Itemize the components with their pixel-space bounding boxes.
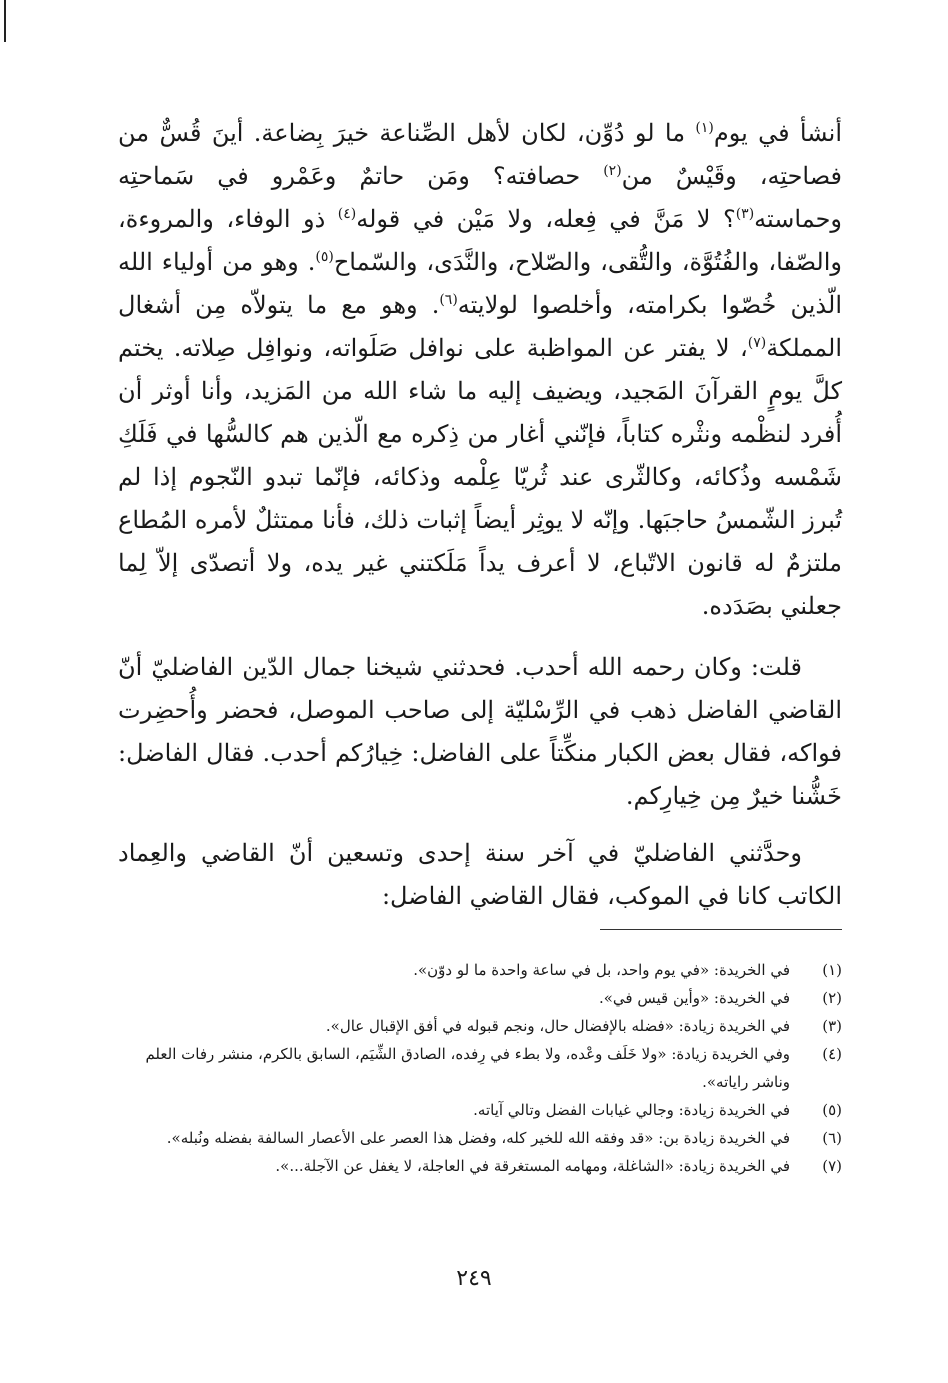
paragraph-2: قلت: وكان رحمه الله أحدب. فحدثني شيخنا جمال الدّين الفاضليّ أنّ القاضي الفاضل ذهب في الرِّسْليّة إلى صاحب الموصل، فحضر وأُحضِرت فواكه، فقال بعض الكبار منكِّتاً على الفاضل: خِيارُكم أحدب. فقال الفاضل: خَشُّنا خيرٌ مِن خِيارِكم. — [118, 653, 842, 810]
footnote-number: (١) — [822, 961, 842, 979]
footnote-ref-1: (١) — [695, 120, 714, 136]
footnote-number: (٢) — [822, 989, 842, 1007]
paragraph-3: وحدَّثني الفاضليّ في آخر سنة إحدى وتسعين أنّ القاضي والعِماد الكاتب كانا في الموكب، فقال القاضي الفاضل: — [118, 839, 842, 910]
footnote-item — [118, 984, 842, 1012]
footnote-number: (٥) — [822, 1101, 842, 1119]
text-run: ذو الوفاء، والمروءة، والصّفا، والفُتُوَّة، والتُّقى، والصّلاح، والنَّدَى، والسّماح — [118, 205, 842, 276]
footnote-number: (٤) — [822, 1045, 842, 1063]
footnote-text: في الخريدة: «وأين قيس في». — [598, 989, 790, 1007]
footnote-text: في الخريدة زيادة بن: «قد وفقه الله للخير كله، وفضل هذا العصر على الأعصار السالفة بفضله ونُبله». — [166, 1129, 790, 1147]
footnote-number: (٣) — [822, 1017, 842, 1035]
text-run: ؟ لا مَنَّ في فِعله، ولا مَيْن في قوله — [356, 205, 736, 233]
footnote-text: وفي الخريدة زيادة: «ولا خَلَف وعْده، ولا بطء في رِفده، الصادق الشِّيَم، السابق بالكرم، منشر رفات العلم وناشر راياته». — [145, 1045, 790, 1091]
footnote-item — [118, 1040, 842, 1096]
footnote-ref-5: (٥) — [315, 249, 334, 265]
footnote-ref-6: (٦) — [439, 292, 458, 308]
footnote-item — [118, 1096, 842, 1124]
footnote-text: في الخريدة: «في يوم واحد، بل في ساعة واحدة ما لو دوّن». — [413, 961, 790, 979]
footnote-ref-4: (٤) — [337, 206, 357, 222]
footnote-number: (٦) — [822, 1129, 842, 1147]
page-edge-mark — [4, 0, 6, 42]
footnote-ref-2: (٢) — [603, 163, 622, 179]
footnote-ref-3: (٣) — [735, 206, 755, 222]
footnote-text: في الخريدة زيادة: «الشاغلة، ومهامه المستغرقة في العاجلة، لا يغفل عن الآجلة...». — [275, 1157, 790, 1175]
text-run: . وهو من أولياء الله الّذين خُصّوا بكرامته، وأخلصوا لولايته — [118, 248, 842, 319]
footnote-number: (٧) — [822, 1157, 842, 1175]
footnote-item — [118, 1124, 842, 1152]
footnote-text: في الخريدة زيادة: وجالي غيابات الفضل وتالي آياته. — [473, 1101, 790, 1119]
footnote-item — [118, 1012, 842, 1040]
footnotes — [118, 956, 842, 1180]
footnote-ref-7: (٧) — [747, 335, 767, 351]
footnote-separator — [600, 929, 842, 930]
text-run: حصافته؟ ومَن حاتمٌ وعَمْرو في سَماحتِه وحماسته — [118, 162, 842, 233]
paragraph-1 — [118, 112, 842, 628]
page-number: ٢٤٩ — [456, 1266, 492, 1291]
text-run: ما لو دُوِّن، لكان لأهل الصِّناعة خيرَ بِضاعة. أينَ قُسٌّ من فصاحتِه، وقَيْسٌ من — [118, 119, 843, 190]
text-run: أنشأ في يوم — [713, 119, 842, 147]
footnote-item — [118, 1152, 842, 1180]
footnote-text: في الخريدة زيادة: «فضله بالإفضال حال، ونجم قبوله في أفق الإقبال عال». — [325, 1017, 790, 1035]
text-run: . وهو مع ما يتولاّه مِن أشغال المملكة — [118, 291, 843, 362]
footnote-item — [118, 956, 842, 984]
text-run: ، لا يفتر عن المواظبة على نوافل صَلَواته، ونوافِل صِلاته. يختم كلَّ يومٍ القرآنَ المَجيد، ويضيف إليه ما شاء الله من المَزيد، وأنا أوثر أن أُفرد لنظْمه ونثْره كتاباً، فإنّني أغار من ذِكره مع الّذين هم كالسُّها في فَلَكِ شَمْسه وذُكائه، وكالثّرى عند ثُريّا عِلْمه وذكائه، فإنّما تبدو النّجوم إذا لم تُبرز الشّمسُ حاجبَها. وإنّه لا يوثِر أيضاً إثبات ذلك، فأنا ممتثلٌ لأمره المُطاع ملتزمٌ له قانون الاتّباع، لا أعرف يداً مَلَكتني غير يده، ولا أتصدّى إلاّ لِما جعلني بصَدَده. — [118, 334, 842, 620]
main-text — [118, 112, 842, 932]
